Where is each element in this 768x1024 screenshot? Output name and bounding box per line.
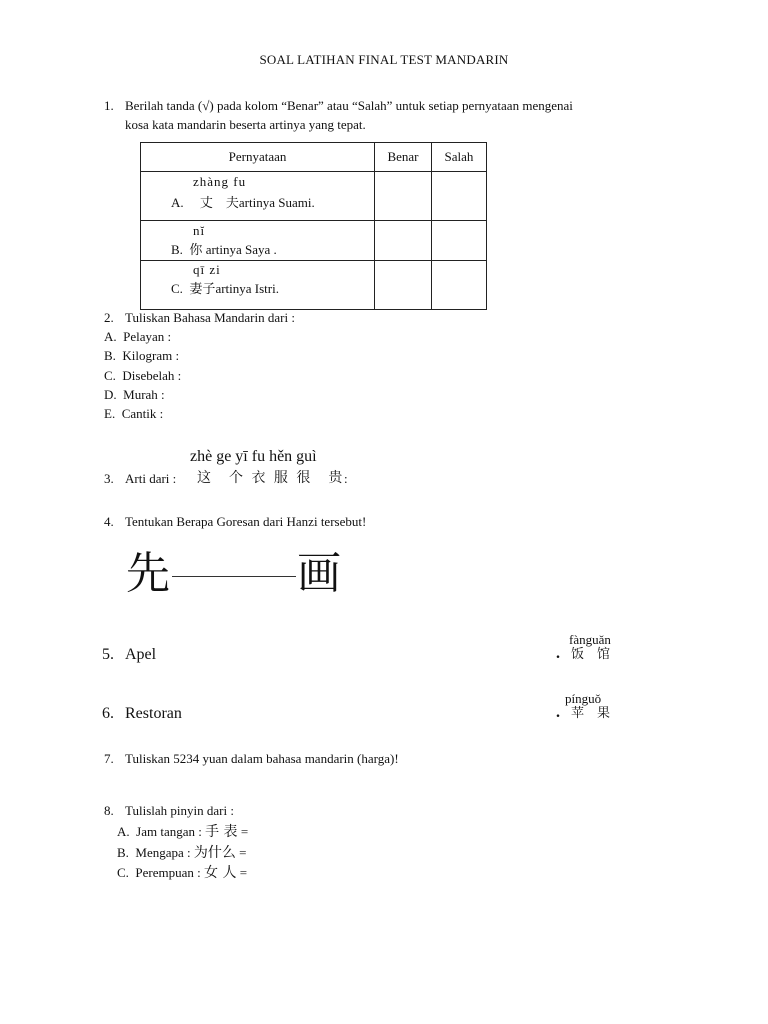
q6-hanzi: 苹 果 (571, 706, 611, 721)
q8-number: 8. (104, 803, 114, 818)
q1-number: 1. (104, 98, 114, 113)
q5-number: 5. (102, 646, 114, 663)
q3-pinyin: zhè ge yī fu hěn guì (190, 448, 317, 465)
table-header-pernyataan: Pernyataan (141, 143, 375, 172)
q2-text: Tuliskan Bahasa Mandarin dari : (125, 310, 295, 325)
q4-text: Tentukan Berapa Goresan dari Hanzi tersebut! (125, 514, 367, 529)
row-b-pinyin: nĭ (193, 223, 206, 238)
q4-char-right: 画 (297, 548, 341, 599)
list-item: C. Perempuan : 女 人 = (117, 865, 248, 881)
row-a-pinyin: zhàng fu (193, 174, 247, 189)
q7-number: 7. (104, 751, 114, 766)
q5-bullet: . (556, 645, 560, 662)
row-c-pinyin: qī zi (193, 262, 221, 277)
list-item: C. Disebelah : (104, 368, 182, 383)
q6-text: Restoran (125, 705, 182, 722)
q3-hanzi: 这 个 衣 服 很 贵 (197, 470, 345, 486)
q7-text: Tuliskan 5234 yuan dalam bahasa mandarin (harga)! (125, 751, 399, 766)
list-item: B. Kilogram : (104, 348, 180, 363)
table-row (141, 172, 487, 221)
q4-number: 4. (104, 514, 114, 529)
list-item: A. Pelayan : (104, 329, 172, 344)
q8-text: Tulislah pinyin dari : (125, 803, 234, 818)
table-header-salah: Salah (432, 143, 487, 172)
q5-text: Apel (125, 646, 157, 663)
document-title: SOAL LATIHAN FINAL TEST MANDARIN (259, 52, 509, 67)
row-a-salah-cell[interactable] (432, 172, 487, 221)
row-a-benar-cell[interactable] (375, 172, 432, 221)
table-row (141, 261, 487, 310)
row-c-salah-cell[interactable] (432, 261, 487, 310)
row-c-benar-cell[interactable] (375, 261, 432, 310)
row-c-statement: C. 妻子artinya Istri. (171, 281, 279, 297)
list-item: B. Mengapa : 为什么 = (117, 845, 247, 861)
q6-bullet: . (556, 704, 560, 721)
row-b-salah-cell[interactable] (432, 221, 487, 261)
row-b-benar-cell[interactable] (375, 221, 432, 261)
q1-table (140, 142, 487, 310)
q6-number: 6. (102, 705, 114, 722)
q4-char-left: 先 (126, 548, 170, 599)
q5-pinyin: fànguǎn (569, 632, 611, 647)
q1-text-line1: Berilah tanda (√) pada kolom “Benar” atau “Salah” untuk setiap pernyataan mengenai (125, 98, 573, 113)
list-item: A. Jam tangan : 手 表 = (117, 824, 249, 840)
table-header-benar: Benar (375, 143, 432, 172)
q3-number: 3. (104, 471, 114, 486)
row-a-statement: A. 丈 夫artinya Suami. (171, 195, 315, 211)
q6-pinyin: pínguǒ (565, 691, 602, 706)
q5-hanzi: 饭 馆 (571, 647, 611, 662)
q4-connector-line (172, 576, 296, 577)
q1-text-line2: kosa kata mandarin beserta artinya yang tepat. (125, 117, 366, 132)
row-b-statement: B. 你 artinya Saya . (171, 242, 277, 258)
list-item: E. Cantik : (104, 406, 164, 421)
table-row (141, 221, 487, 261)
q3-colon: : (344, 471, 348, 486)
list-item: D. Murah : (104, 387, 165, 402)
q2-number: 2. (104, 310, 114, 325)
q3-label: Arti dari : (125, 471, 177, 486)
